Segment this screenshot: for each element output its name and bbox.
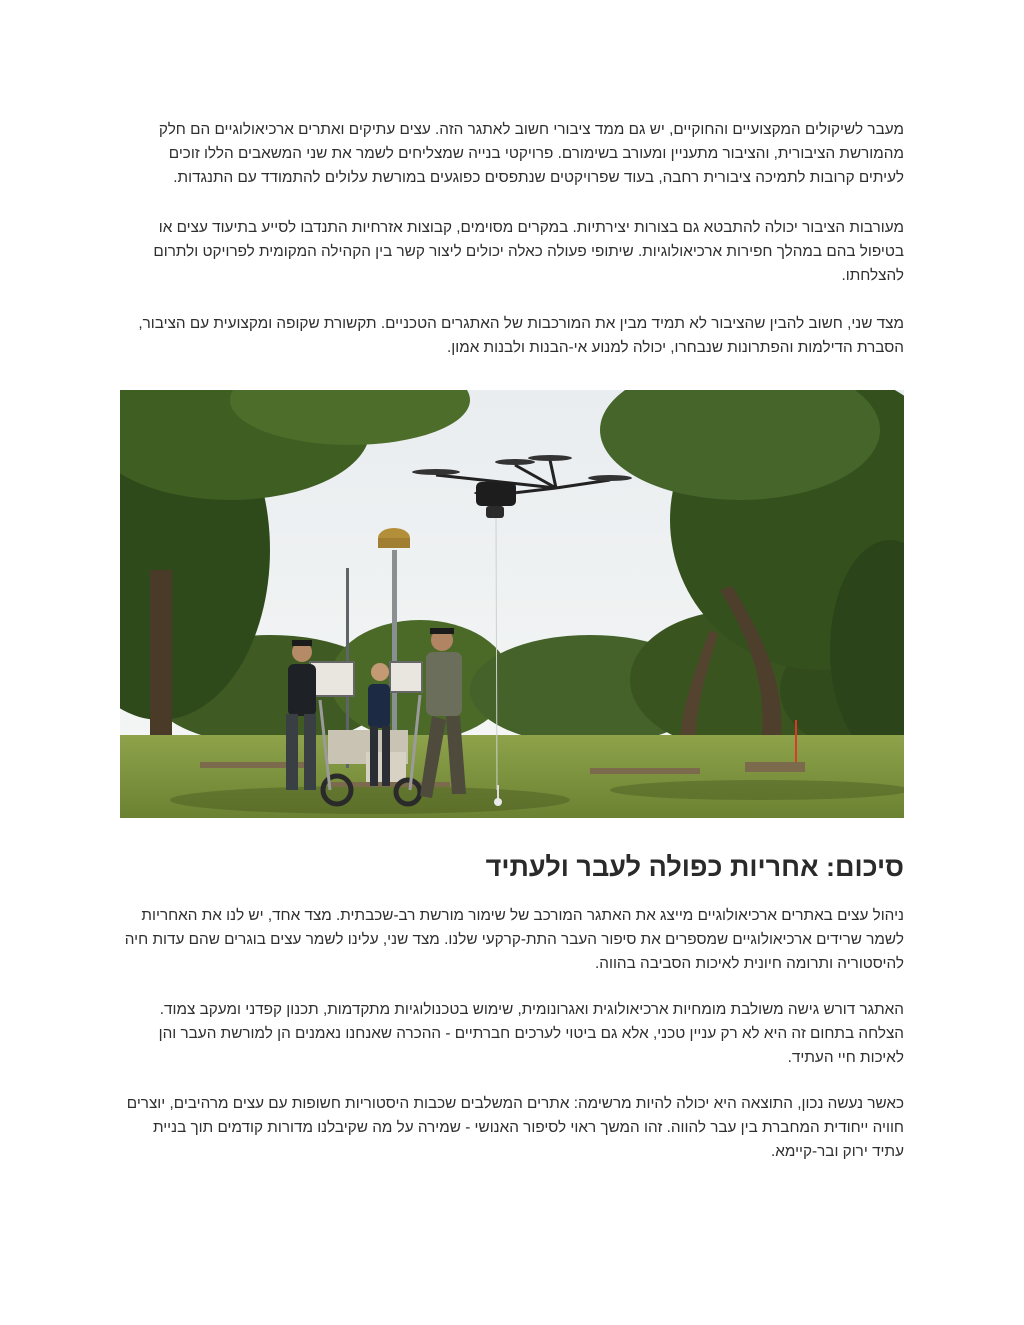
intro-paragraph-1: מעבר לשיקולים המקצועיים והחוקיים, יש גם ממד ציבורי חשוב לאתגר הזה. עצים עתיקים ואתרים ארכיאולוגיים הם חלק מהמורשת הציבורית, והציבור מתעניין ומעורב בשימורם. פרויקטי בנייה שמצליחים לשמר את שני המשאבים הללו זוכים לעיתים קרובות לתמיכה ציבורית רחבה, בעוד שפרויקטים שנתפסים כפוגעים במורשת עלולים להתמודד עם התנגדות.	[158, 121, 904, 186]
summary-section	[120, 850, 904, 1164]
intro-paragraph-2: מעורבות הציבור יכולה להתבטא גם בצורות יצירתיות. במקרים מסוימים, קבוצות אזרחיות התנדבו לסייע בתיעוד עצים או בטיפול בהם במהלך חפירות ארכיאולוגיות. שיתופי פעולה כאלה יכולים ליצור קשר בין הקהילה המקומית לפרויקט ולתרום להצלחתו.	[153, 219, 904, 284]
document-page	[120, 118, 904, 1164]
summary-paragraph-2: האתגר דורש גישה משולבת מומחיות ארכיאולוגית ואגרונומית, שימוש בטכנולוגיות מתקדמות, תכנון קפדני ומעקב צמוד. הצלחה בתחום זה היא לא רק עניין טכני, אלא גם ביטוי לערכים חברתיים - ההכרה שאנחנו נאמנים הן למורשת העבר והן לאיכות חיי העתיד.	[158, 1001, 904, 1066]
intro-paragraph-3: מצד שני, חשוב להבין שהציבור לא תמיד מבין את המורכבות של האתגרים הטכניים. תקשורת שקופה ומקצועית עם הציבור, הסברת הדילמות והפתרונות שנבחרו, יכולה למנוע אי-הבנות ולבנות אמון.	[138, 315, 904, 356]
intro-section	[120, 118, 904, 360]
field-survey-photo	[120, 390, 904, 818]
summary-heading: סיכום: אחריות כפולה לעבר ולעתיד	[485, 852, 904, 882]
summary-paragraph-3: כאשר נעשה נכון, התוצאה היא יכולה להיות מרשימה: אתרים המשלבים שכבות היסטוריות חשופות עם עצים מרהיבים, יוצרים חוויה ייחודית המחברת בין עבר להווה. זהו המשך ראוי לסיפור האנושי - שמירה על מה שקיבלנו מדורות קודמים תוך בניית עתיד ירוק ובר-קיימא.	[126, 1095, 904, 1160]
summary-paragraph-1: ניהול עצים באתרים ארכיאולוגיים מייצג את האתגר המורכב של שימור מורשת רב-שכבתית. מצד אחד, יש לנו את האחריות לשמר שרידים ארכיאולוגיים שמספרים את סיפור העבר התת-קרקעי שלנו. מצד שני, עלינו לשמר עצים בוגרים שהם עדות חיה להיסטוריה ותרומה חיונית לאיכות הסביבה בהווה.	[124, 907, 904, 972]
photo-illustration	[120, 390, 904, 818]
